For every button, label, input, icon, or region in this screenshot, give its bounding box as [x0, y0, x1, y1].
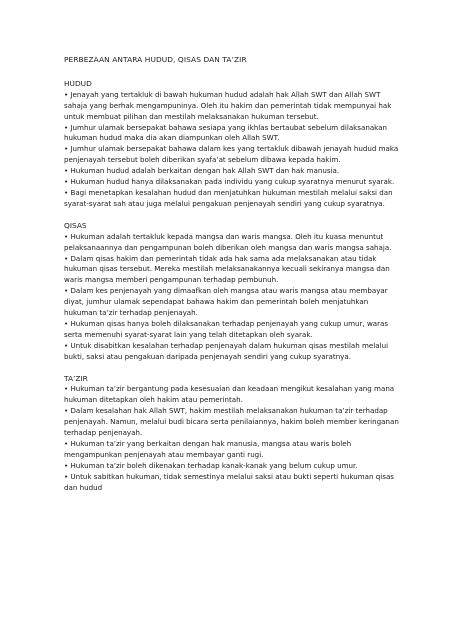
bullet-item	[64, 286, 399, 319]
bullet-item	[64, 461, 399, 472]
bullet-text: Hukuman adalah tertakluk kepada mangsa dan waris mangsa. Oleh itu kuasa menuntut pelaksanaannya dan pengampunan boleh diberikan oleh mangsa dan waris mangsa sahaja.	[64, 231, 392, 252]
bullet-text: Jumhur ulamak bersepakat bahawa sesiapa yang ikhlas bertaubat sebelum dilaksanakan hukuman hudud maka dia akan diampunkan oleh Allah SWT.	[64, 122, 387, 143]
bullet-dot-icon	[64, 384, 68, 393]
section-tazir	[64, 374, 399, 494]
bullet-dot-icon	[64, 144, 68, 153]
bullet-text: Hukuman hudud hanya dilaksanakan pada individu yang cukup syaratnya menurut syarak.	[70, 177, 395, 187]
bullet-dot-icon	[64, 166, 68, 175]
bullet-dot-icon	[64, 90, 68, 99]
bullet-text: Untuk disabitkan kesalahan terhadap penjenayah dalam hukuman qisas mestilah melalui bukti, saksi atau pengakuan daripada penjenayah sendiri yang cukup syaratnya.	[64, 340, 389, 361]
document-page	[64, 55, 399, 505]
bullet-item	[64, 166, 399, 177]
bullet-dot-icon	[64, 286, 68, 295]
bullet-item	[64, 406, 399, 439]
section-qisas	[64, 221, 399, 363]
bullet-item	[64, 144, 399, 166]
section-heading-tazir: TA’ZIR	[64, 373, 88, 383]
bullet-text: Hukuman ta’zir boleh dikenakan terhadap kanak-kanak yang belum cukup umur.	[70, 460, 358, 470]
bullet-text: Hukuman ta’zir yang berkaitan dengan hak manusia, mangsa atau waris boleh mengampunkan penjenayah atau membayar ganti rugi.	[64, 439, 352, 459]
bullet-dot-icon	[64, 123, 68, 132]
bullet-text: Jenayah yang tertakluk di bawah hukuman hudud adalah hak Allah SWT dan Allah SWT sahaja yang berhak mengampuninya. Oleh itu hakim dan pemerintah tidak mempunyai hak untuk membuat pilihan dan mestilah melaksanakan hukuman tersebut.	[64, 89, 392, 121]
bullet-text: Jumhur ulamak bersepakat bahawa dalam kes yang tertakluk dibawah jenayah hudud maka penjenayah tersebut boleh diberikan syafa’at sebelum dibawa kepada hakim.	[64, 144, 399, 165]
bullet-dot-icon	[64, 232, 68, 241]
bullet-item	[64, 472, 399, 494]
bullet-text: Hukuman hudud adalah berkaitan dengan hak Allah SWT dan hak manusia.	[70, 166, 340, 176]
bullet-dot-icon	[64, 254, 68, 263]
bullet-item	[64, 319, 399, 341]
bullet-item	[64, 232, 399, 254]
bullet-item	[64, 177, 399, 188]
bullet-dot-icon	[64, 188, 68, 197]
bullet-item	[64, 341, 399, 363]
bullet-text: Hukuman ta’zir bergantung pada kesesuaian dan keadaan mengikut kesalahan yang mana hukuman ditetapkan oleh hakim atau pemerintah.	[64, 384, 395, 405]
bullet-item	[64, 384, 399, 406]
section-hudud	[64, 79, 399, 210]
bullet-dot-icon	[64, 177, 68, 186]
bullet-text: Dalam kesalahan hak Allah SWT, hakim mestilah melaksanakan hukuman ta’zir terhadap penjenayah. Namun, melalui budi bicara serta penilaiannya, hakim boleh member keringanan terhadap penjenayah.	[64, 406, 399, 438]
bullet-text: Dalam qisas hakim dan pemerintah tidak ada hak sama ada melaksanakan atau tidak hukuman qisas tersebut. Mereka mestilah melaksanakannya kecuali sekiranya mangsa dan waris mangsa memberi pengampunan terhadap pembunuh.	[64, 253, 390, 285]
bullet-text: Dalam kes penjenayah yang dimaafkan oleh mangsa atau waris mangsa atau membayar diyat, jumhur ulamak sependapat bahawa hakim dan pemerintah boleh menjatuhkan hukuman ta’zir terhadap penjenayah.	[64, 286, 388, 318]
bullet-text: Untuk sabitkan hukuman, tidak semestinya melalui saksi atau bukti seperti hukuman qisas dan hudud	[64, 471, 394, 492]
bullet-item	[64, 254, 399, 287]
bullet-dot-icon	[64, 406, 68, 415]
bullet-dot-icon	[64, 439, 68, 448]
bullet-text: Bagi menetapkan kesalahan hudud dan menjatuhkan hukuman mestilah melalui saksi dan syarat-syarat sah atau juga melalui pengakuan penjenayah sendiri yang cukup syaratnya.	[64, 187, 393, 208]
bullet-dot-icon	[64, 319, 68, 328]
bullet-dot-icon	[64, 461, 68, 470]
bullet-item	[64, 90, 399, 123]
bullet-item	[64, 188, 399, 210]
bullet-item	[64, 123, 399, 145]
bullet-item	[64, 439, 399, 461]
bullet-dot-icon	[64, 472, 68, 481]
document-title: PERBEZAAN ANTARA HUDUD, QISAS DAN TA’ZIR	[64, 55, 247, 64]
section-heading-hudud: HUDUD	[64, 78, 92, 88]
bullet-text: Hukuman qisas hanya boleh dilaksanakan terhadap penjenayah yang cukup umur, waras serta memenuhi syarat-syarat lain yang telah ditetapkan oleh syarak.	[64, 318, 389, 339]
section-heading-qisas: QISAS	[64, 220, 87, 230]
bullet-dot-icon	[64, 341, 68, 350]
